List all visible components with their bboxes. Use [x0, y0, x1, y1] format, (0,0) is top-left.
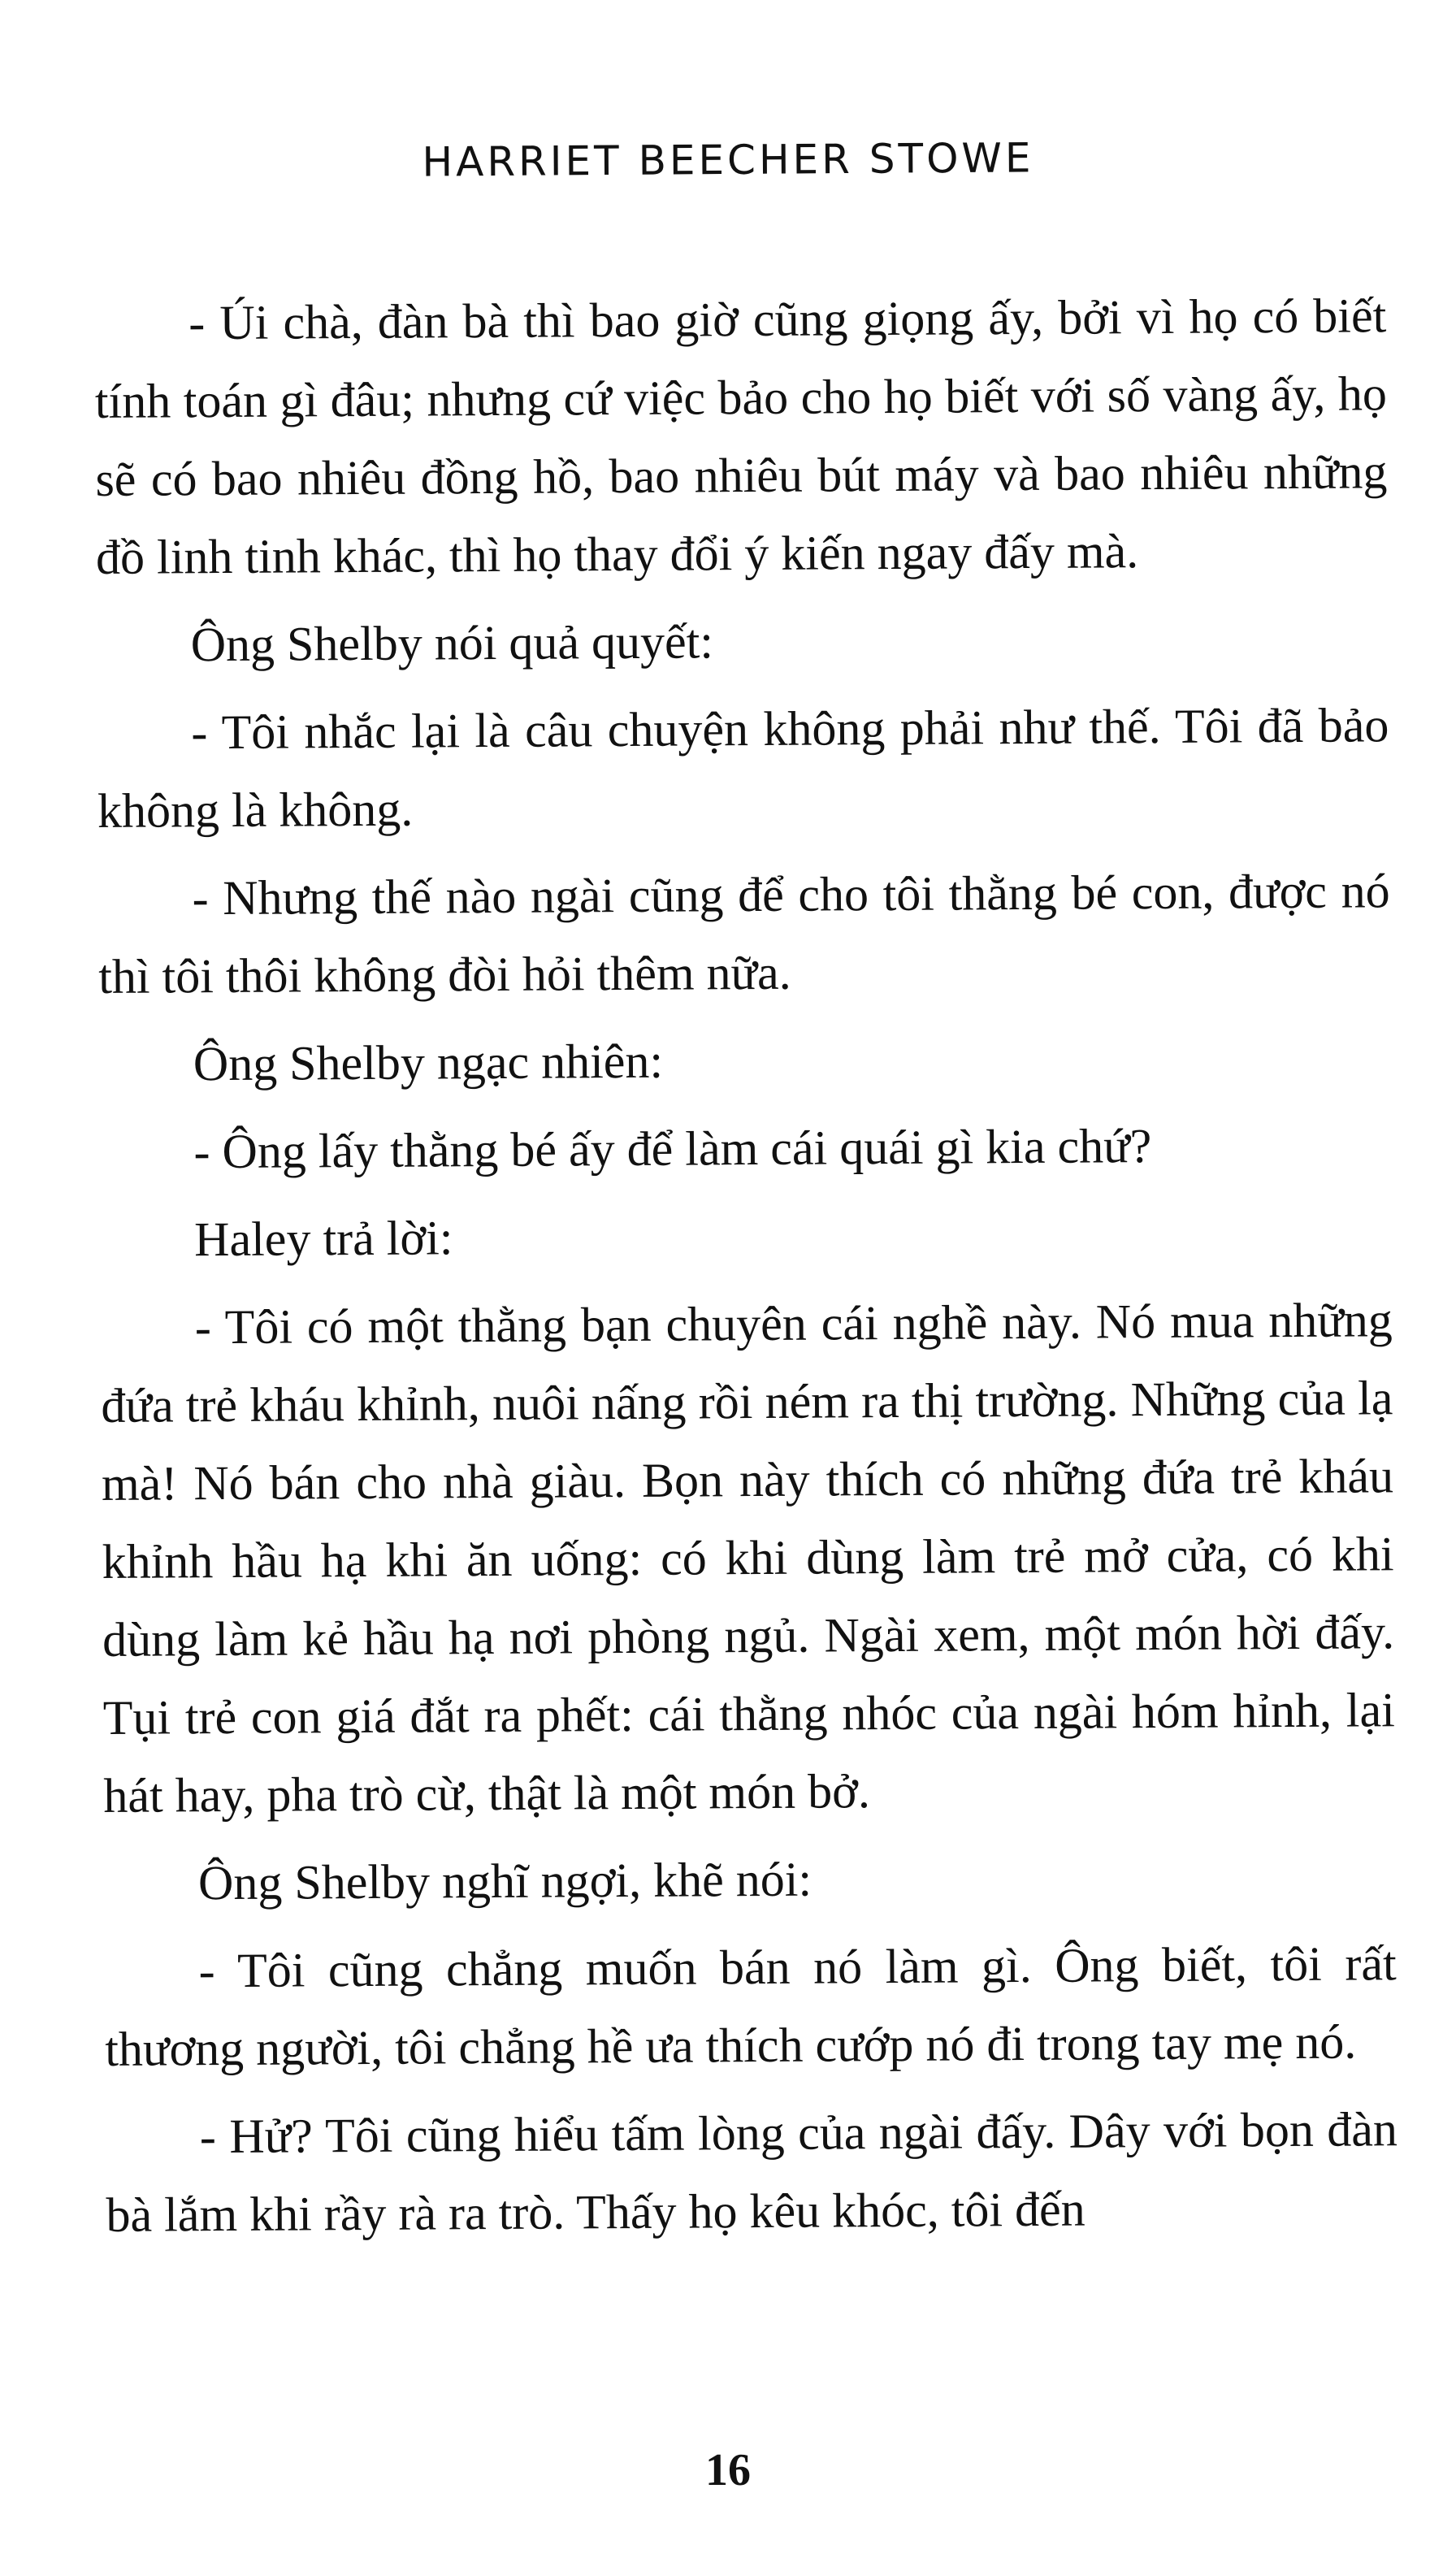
paragraph: - Ông lấy thằng bé ấy để làm cái quái gì kia chứ?	[193, 1119, 1152, 1179]
running-head-author: HARRIET BEECHER STOWE	[422, 134, 1034, 186]
paragraph: - Tôi nhắc lại là câu chuyện không phải như thế. Tôi đã bảo không là không.	[97, 698, 1389, 838]
page-number: 16	[705, 2445, 751, 2495]
paragraph: Haley trả lời:	[193, 1211, 453, 1267]
paragraph: - Nhưng thế nào ngài cũng để cho tôi thằng bé con, được nó thì tôi thôi không đòi hỏi thêm nữa.	[98, 864, 1390, 1004]
paragraph: - Tôi cũng chẳng muốn bán nó làm gì. Ông biết, tôi rất thương người, tôi chẳng hề ưa thích cướp nó đi trong tay mẹ nó.	[105, 1936, 1397, 2076]
paragraph: Ông Shelby ngạc nhiên:	[193, 1034, 664, 1091]
paragraph: Ông Shelby nói quả quyết:	[190, 614, 714, 672]
paragraph: - Hử? Tôi cũng hiểu tấm lòng của ngài đấy. Dây với bọn đàn bà lắm khi rầy rà ra trò. Thấy họ kêu khóc, tôi đến	[106, 2102, 1398, 2242]
paragraph: Ông Shelby nghĩ ngợi, khẽ nói:	[197, 1852, 812, 1910]
body-text	[94, 276, 1398, 2264]
paragraph: - Tôi có một thằng bạn chuyên cái nghề này. Nó mua những đứa trẻ kháu khỉnh, nuôi nấng rồi ném ra thị trường. Những của lạ mà! Nó bán cho nhà giàu. Bọn này thích có những đứa trẻ kháu khỉnh hầu hạ khi ăn uống: có khi dùng làm trẻ mở cửa, có khi dùng làm kẻ hầu hạ nơi phòng ngủ. Ngài xem, một món hời đấy. Tụi trẻ con giá đắt ra phết: cái thằng nhóc của ngài hóm hỉnh, lại hát hay, pha trò cừ, thật là một món bở.	[101, 1293, 1395, 1823]
paragraph: - Úi chà, đàn bà thì bao giờ cũng giọng ấy, bởi vì họ có biết tính toán gì đâu; nhưng cứ việc bảo cho họ biết với số vàng ấy, họ sẽ có bao nhiêu đồng hồ, bao nhiêu bút máy và bao nhiêu những đồ linh tinh khác, thì họ thay đổi ý kiến ngay đấy mà.	[94, 288, 1388, 584]
